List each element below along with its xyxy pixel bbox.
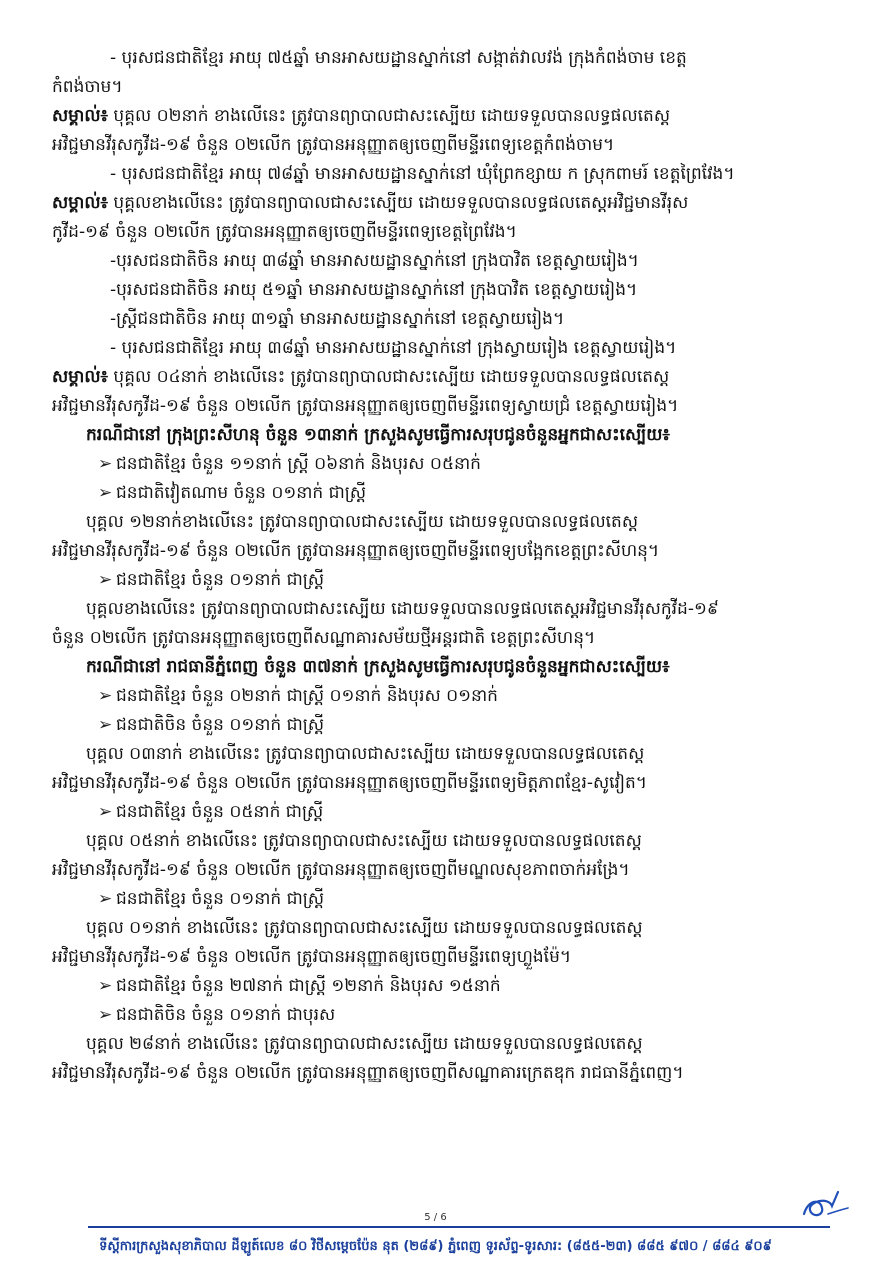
heading-text: ករណីជានៅ ក្រុងព្រះសីហនុ ចំនួន ១៣នាក់ ក្រសួងសូមធ្វើការសរុបជូនចំនួនអ្នកជាសះស្បើយ៖ xyxy=(86,425,670,445)
bullet-text: ជនជាតិខ្មែរ ចំនួន ១១នាក់ ស្ត្រី ០៦នាក់ និងបុរស ០៥នាក់ xyxy=(116,454,481,474)
page-number: 5 / 6 xyxy=(424,1212,447,1223)
line-text: អវិជ្ជមានវីរុសកូវីដ-១៩ ចំនួន ០២លើក ត្រូវបានអនុញ្ញាតឲ្យចេញពីមន្ទីរពេទ្យមិត្តភាពខ្មែរ-សូវៀត។ xyxy=(52,773,648,793)
paragraph-line xyxy=(86,595,838,624)
line-text: បុគ្គល ០៤នាក់ ខាងលើនេះ ត្រូវបានព្យាបាលជាសះស្បើយ ដោយទទួលបានលទ្ធផលតេស្ត xyxy=(108,367,670,387)
bullet-item xyxy=(98,972,838,1001)
line-text: -បុរសជនជាតិចិន អាយុ ៥១ឆ្នាំ មានអាសយដ្ឋានស្នាក់នៅ ក្រុងបាវិត ខេត្តស្វាយរៀង។ xyxy=(110,280,638,300)
line-text: ចំនួន ០២លើក ត្រូវបានអនុញ្ញាតឲ្យចេញពីសណ្ឋាគារសម័យថ្មីអន្តរជាតិ ខេត្តព្រះសីហនុ។ xyxy=(52,628,596,648)
line-text: អវិជ្ជមានវីរុសកូវីដ-១៩ ចំនួន ០២លើក ត្រូវបានអនុញ្ញាតឲ្យចេញពីមណ្ឌលសុខភាពចាក់អង្រែ។ xyxy=(52,860,630,880)
bullet-item xyxy=(98,682,838,711)
paragraph-line xyxy=(52,73,838,102)
list-item xyxy=(98,305,838,334)
arrow-bullet-icon: ➢ xyxy=(98,976,113,996)
heading-text: ករណីជានៅ រាជធានីភ្នំពេញ ចំនួន ៣៧នាក់ ក្រសួងសូមធ្វើការសរុបជូនចំនួនអ្នកជាសះស្បើយ៖ xyxy=(86,657,670,677)
line-text: -ស្ត្រីជនជាតិចិន អាយុ ៣១ឆ្នាំ មានអាសយដ្ឋានស្នាក់នៅ ខេត្តស្វាយរៀង។ xyxy=(110,309,565,329)
line-text: បុគ្គល ០២នាក់ ខាងលើនេះ ត្រូវបានព្យាបាលជាសះស្បើយ ដោយទទួលបានលទ្ធផលតេស្ត xyxy=(108,106,671,126)
note-line xyxy=(52,102,838,131)
arrow-bullet-icon: ➢ xyxy=(98,454,113,474)
line-text: - បុរសជនជាតិខ្មែរ អាយុ ៧៥ឆ្នាំ មានអាសយដ្ឋានស្នាក់នៅ សង្កាត់វាលវង់ ក្រុងកំពង់ចាម ខេត្ត xyxy=(110,48,687,68)
section-heading xyxy=(86,653,838,682)
line-text: បុគ្គលខាងលើនេះ ត្រូវបានព្យាបាលជាសះស្បើយ ដោយទទួលបានលទ្ធផលតេស្តអវិជ្ជមានវីរុសកូវីដ-១៩ xyxy=(86,599,719,619)
section-heading xyxy=(86,421,838,450)
line-text: អវិជ្ជមានវីរុសកូវីដ-១៩ ចំនួន ០២លើក ត្រូវបានអនុញ្ញាតឲ្យចេញពីមន្ទីរពេទ្យស្វាយជ្រំ ខេត្តស្វាយរៀង។ xyxy=(52,396,679,416)
line-text: បុគ្គលខាងលើនេះ ត្រូវបានព្យាបាលជាសះស្បើយ ដោយទទួលបានលទ្ធផលតេស្តអវិជ្ជមានវីរុស xyxy=(108,193,689,213)
bullet-text: ជនជាតិវៀតណាម ចំនួន ០១នាក់ ជាស្ត្រី xyxy=(116,483,367,503)
list-item xyxy=(98,44,838,73)
line-text: - បុរសជនជាតិខ្មែរ អាយុ ៣៨ឆ្នាំ មានអាសយដ្ឋានស្នាក់នៅ ក្រុងស្វាយរៀង ខេត្តស្វាយរៀង។ xyxy=(110,338,677,358)
line-text: បុគ្គល ០១នាក់ ខាងលើនេះ ត្រូវបានព្យាបាលជាសះស្បើយ ដោយទទួលបានលទ្ធផលតេស្ត xyxy=(86,918,643,938)
paragraph-line xyxy=(52,392,838,421)
bullet-text: ជនជាតិខ្មែរ ចំនួន ២៧នាក់ ជាស្ត្រី ១២នាក់ និងបុរស ១៥នាក់ xyxy=(116,976,501,996)
line-text: -បុរសជនជាតិចិន អាយុ ៣៨ឆ្នាំ មានអាសយដ្ឋានស្នាក់នៅ ក្រុងបាវិត ខេត្តស្វាយរៀង។ xyxy=(110,251,639,271)
line-text: បុគ្គល ២៨នាក់ ខាងលើនេះ ត្រូវបានព្យាបាលជាសះស្បើយ ដោយទទួលបានលទ្ធផលតេស្ត xyxy=(86,1034,643,1054)
list-item xyxy=(98,247,838,276)
bullet-text: ជនជាតិខ្មែរ ចំនួន ០២នាក់ ជាស្ត្រី ០១នាក់ និងបុរស ០១នាក់ xyxy=(116,686,498,706)
paragraph-line xyxy=(52,218,838,247)
bullet-text: ជនជាតិចិន ចំនួន ០១នាក់ ជាស្ត្រី xyxy=(116,715,325,735)
bullet-item xyxy=(98,885,838,914)
line-text: អវិជ្ជមានវីរុសកូវីដ-១៩ ចំនួន ០២លើក ត្រូវបានអនុញ្ញាតឲ្យចេញពីមន្ទីរពេទ្យហ្លួងម៉ែ។ xyxy=(52,947,572,967)
bullet-text: ជនជាតិខ្មែរ ចំនួន ០៥នាក់ ជាស្ត្រី xyxy=(116,802,324,822)
note-label: សម្គាល់៖ xyxy=(52,193,109,213)
paragraph-line xyxy=(52,1059,838,1088)
footer-divider xyxy=(88,1226,830,1228)
paragraph-line xyxy=(52,537,838,566)
arrow-bullet-icon: ➢ xyxy=(98,715,113,735)
note-line xyxy=(52,189,838,218)
line-text: កំពង់ចាម។ xyxy=(52,77,123,97)
arrow-bullet-icon: ➢ xyxy=(98,483,113,503)
bullet-item xyxy=(98,798,838,827)
paragraph-line xyxy=(86,1030,838,1059)
paragraph-line xyxy=(52,856,838,885)
arrow-bullet-icon: ➢ xyxy=(98,1005,113,1025)
bullet-text: ជនជាតិខ្មែរ ចំនួន ០១នាក់ ជាស្ត្រី xyxy=(116,570,325,590)
arrow-bullet-icon: ➢ xyxy=(98,889,113,909)
line-text: អវិជ្ជមានវីរុសកូវីដ-១៩ ចំនួន ០២លើក ត្រូវបានអនុញ្ញាតឲ្យចេញពីសណ្ឋាគារក្រេតឌុក រាជធានីភ្នំពេញ។ xyxy=(52,1063,684,1083)
bullet-text: ជនជាតិចិន ចំនួន ០១នាក់ ជាបុរស xyxy=(116,1005,336,1025)
list-item xyxy=(98,276,838,305)
arrow-bullet-icon: ➢ xyxy=(98,802,113,822)
line-text: បុគ្គល ០៥នាក់ ខាងលើនេះ ត្រូវបានព្យាបាលជាសះស្បើយ ដោយទទួលបានលទ្ធផលតេស្ត xyxy=(86,831,642,851)
bullet-item xyxy=(98,1001,838,1030)
paragraph-line xyxy=(86,914,838,943)
arrow-bullet-icon: ➢ xyxy=(98,686,113,706)
list-item xyxy=(98,160,838,189)
footer-address: ទីស្តីការក្រសួងសុខាភិបាល ដីឡូត៍លេខ ៨០ វិថីសម្តេចប៉ែន នុត (២៨៩) ភ្នំពេញ ទូរស័ព្ទ-ទូរសារ: (៨៥៥-២៣) ៨៨៥ ៩៧០ / ៨៨៤ ៩០៩ xyxy=(99,1239,772,1254)
line-text: - បុរសជនជាតិខ្មែរ អាយុ ៧៨ឆ្នាំ មានអាសយដ្ឋានស្នាក់នៅ ឃុំព្រែកខ្សាយ ក ស្រុកពាមរ៍ ខេត្តព្រៃវែង។ xyxy=(110,164,735,184)
line-text: បុគ្គល ០៣នាក់ ខាងលើនេះ ត្រូវបានព្យាបាលជាសះស្បើយ ដោយទទួលបានលទ្ធផលតេស្ត xyxy=(86,744,645,764)
note-line xyxy=(52,363,838,392)
line-text: អវិជ្ជមានវីរុសកូវីដ-១៩ ចំនួន ០២លើក ត្រូវបានអនុញ្ញាតឲ្យចេញពីមន្ទីរពេទ្យបង្អែកខេត្តព្រះសីហនុ។ xyxy=(52,541,660,561)
bullet-text: ជនជាតិខ្មែរ ចំនួន ០១នាក់ ជាស្ត្រី xyxy=(116,889,325,909)
paragraph-line xyxy=(52,769,838,798)
arrow-bullet-icon: ➢ xyxy=(98,570,113,590)
bullet-item xyxy=(98,450,838,479)
bullet-item xyxy=(98,479,838,508)
note-label: សម្គាល់៖ xyxy=(52,106,109,126)
bullet-item xyxy=(98,566,838,595)
bullet-item xyxy=(98,711,838,740)
line-text: កូវីដ-១៩ ចំនួន ០២លើក ត្រូវបានអនុញ្ញាតឲ្យចេញពីមន្ទីរពេទ្យខេត្តព្រៃវែង។ xyxy=(52,222,517,242)
list-item xyxy=(98,334,838,363)
line-text: បុគ្គល ១២នាក់ខាងលើនេះ ត្រូវបានព្យាបាលជាសះស្បើយ ដោយទទួលបានលទ្ធផលតេស្ត xyxy=(86,512,639,532)
document-body xyxy=(52,44,838,1088)
line-text: អវិជ្ជមានវីរុសកូវីដ-១៩ ចំនួន ០២លើក ត្រូវបានអនុញ្ញាតឲ្យចេញពីមន្ទីរពេទ្យខេត្តកំពង់ចាម។ xyxy=(52,135,615,155)
paragraph-line xyxy=(52,624,838,653)
paragraph-line xyxy=(86,740,838,769)
paragraph-line xyxy=(86,827,838,856)
note-label: សម្គាល់៖ xyxy=(52,367,109,387)
paragraph-line xyxy=(86,508,838,537)
paragraph-line xyxy=(52,131,838,160)
paragraph-line xyxy=(52,943,838,972)
